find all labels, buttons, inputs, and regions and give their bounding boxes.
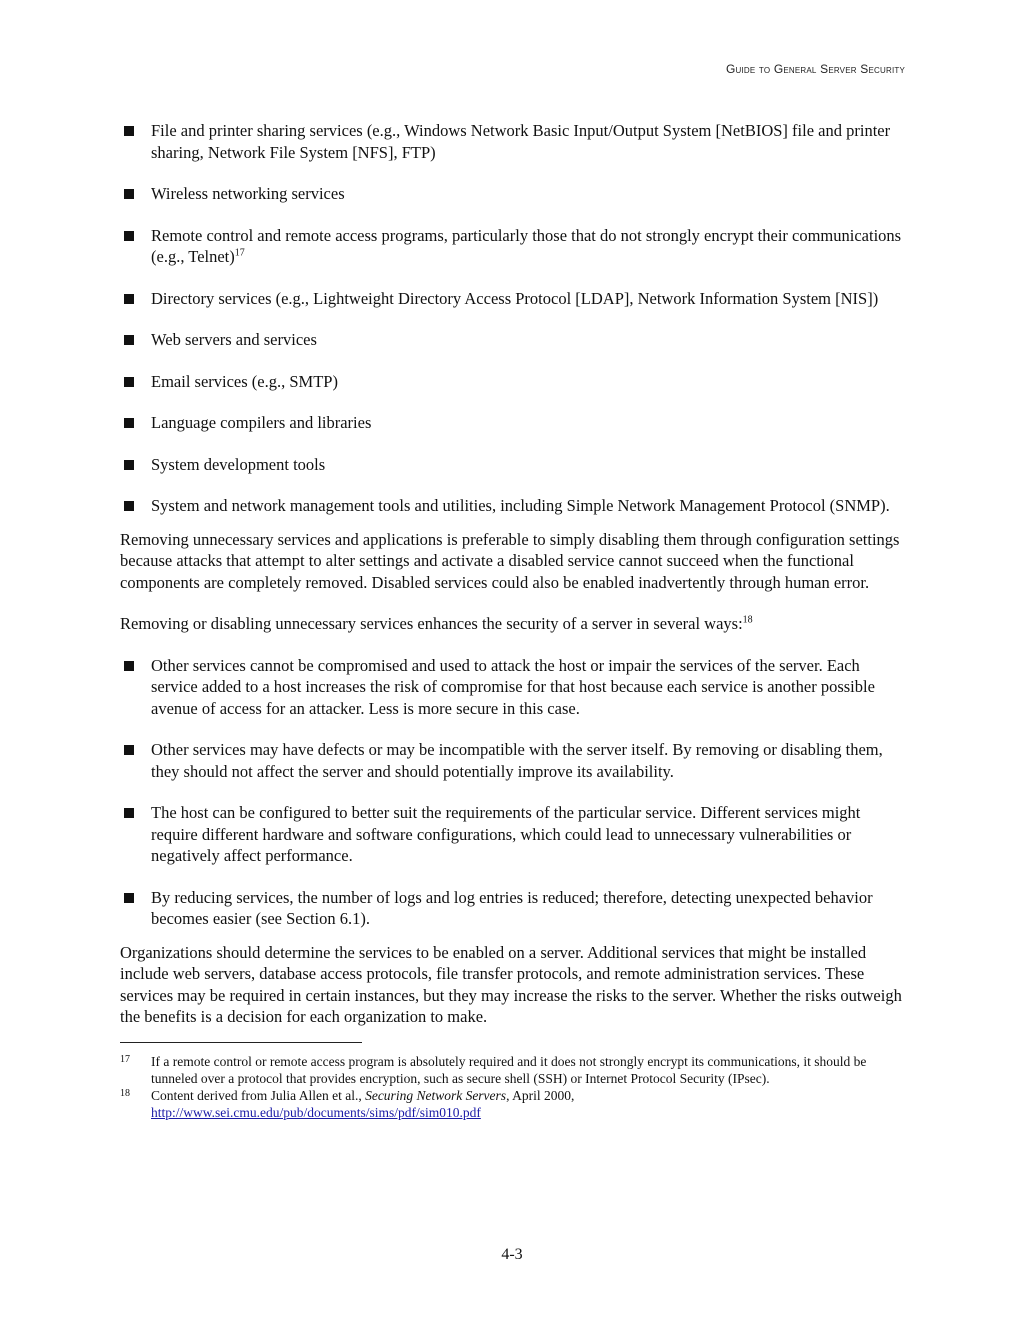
square-bullet-icon <box>124 335 134 345</box>
list-item: System development tools <box>120 454 906 476</box>
list-item: Other services cannot be compromised and used to attack the host or impair the services of the server. Each service added to a host increases the risk of compromise for that host because each service is another possible avenue of access for an attacker. Less is more secure in this case. <box>120 655 906 720</box>
square-bullet-icon <box>124 231 134 241</box>
list-item: Other services may have defects or may be incompatible with the server itself. By removing or disabling them, they should not affect the server and should potentially improve its availability. <box>120 739 906 782</box>
footnote-divider <box>120 1042 362 1043</box>
list-item: Remote control and remote access programs, particularly those that do not strongly encrypt their communications (e.g., Telnet)$^{17}$ <box>120 225 906 268</box>
list-item: System and network management tools and utilities, including Simple Network Management Protocol (SNMP). <box>120 495 906 517</box>
footnote-ref-18[interactable]: 18 <box>742 614 753 626</box>
square-bullet-icon <box>124 377 134 387</box>
square-bullet-icon <box>124 661 134 671</box>
cited-title: Securing Network Servers <box>365 1087 507 1103</box>
list-item: The host can be configured to better suit the requirements of the particular service. Different services might require different hardware and software configurations, which could lead to unnecessary vulnerabilities or negatively affect performance. <box>120 802 906 867</box>
square-bullet-icon <box>124 893 134 903</box>
square-bullet-icon <box>124 501 134 511</box>
footnote-number: 18 <box>120 1087 130 1099</box>
footnote-18: 18 Content derived from Julia Allen et al., Securing Network Servers, April 2000, http://www.sei.cmu.edu/pub/documents/sims/pdf/sim010.pdf <box>120 1087 906 1121</box>
list-item: By reducing services, the number of logs and log entries is reduced; therefore, detecting unexpected behavior becomes easier (see Section 6.1). <box>120 887 906 930</box>
bullet-list-services <box>120 120 906 517</box>
running-header: Guide to General Server Security <box>725 62 905 76</box>
square-bullet-icon <box>124 745 134 755</box>
list-item: Directory services (e.g., Lightweight Directory Access Protocol [LDAP], Network Information System [NIS]) <box>120 288 906 310</box>
paragraph: Removing or disabling unnecessary services enhances the security of a server in several ways:$^{18}$ <box>120 614 753 633</box>
footnote-number: 17 <box>120 1053 130 1065</box>
footnote-17: 17 If a remote control or remote access program is absolutely required and it does not strongly encrypt its communications, it should be tunneled over a protocol that provides encryption, such as secure shell (SSH) or Internet Protocol Security (IPsec). <box>120 1053 906 1087</box>
square-bullet-icon <box>124 808 134 818</box>
square-bullet-icon <box>124 460 134 470</box>
page-body <box>120 120 906 1121</box>
list-item: Web servers and services <box>120 329 906 351</box>
list-item: Email services (e.g., SMTP) <box>120 371 906 393</box>
square-bullet-icon <box>124 294 134 304</box>
footnote-ref-17[interactable]: 17 <box>234 247 245 259</box>
list-item: Wireless networking services <box>120 183 906 205</box>
square-bullet-icon <box>124 418 134 428</box>
square-bullet-icon <box>124 189 134 199</box>
list-item: File and printer sharing services (e.g., Windows Network Basic Input/Output System [NetBIOS] file and printer sharing, Network File System [NFS], FTP) <box>120 120 906 163</box>
list-item: Language compilers and libraries <box>120 412 906 434</box>
footnote-link[interactable]: http://www.sei.cmu.edu/pub/documents/sims/pdf/sim010.pdf <box>151 1104 481 1120</box>
bullet-list-benefits <box>120 655 906 930</box>
paragraph: Removing unnecessary services and applications is preferable to simply disabling them through configuration settings because attacks that attempt to alter settings and activate a disabled service cannot succeed when the functional components are completely removed. Disabled services could also be enabled inadvertently through human error. <box>120 529 900 592</box>
square-bullet-icon <box>124 126 134 136</box>
page-number: 4-3 <box>501 1246 523 1263</box>
paragraph: Organizations should determine the services to be enabled on a server. Additional services that might be installed include web servers, database access protocols, file transfer protocols, and remote administration services. These services may be required in certain instances, but they may increase the risks to the server. Whether the risks outweigh the benefits is a decision for each organization to make. <box>120 942 902 1026</box>
